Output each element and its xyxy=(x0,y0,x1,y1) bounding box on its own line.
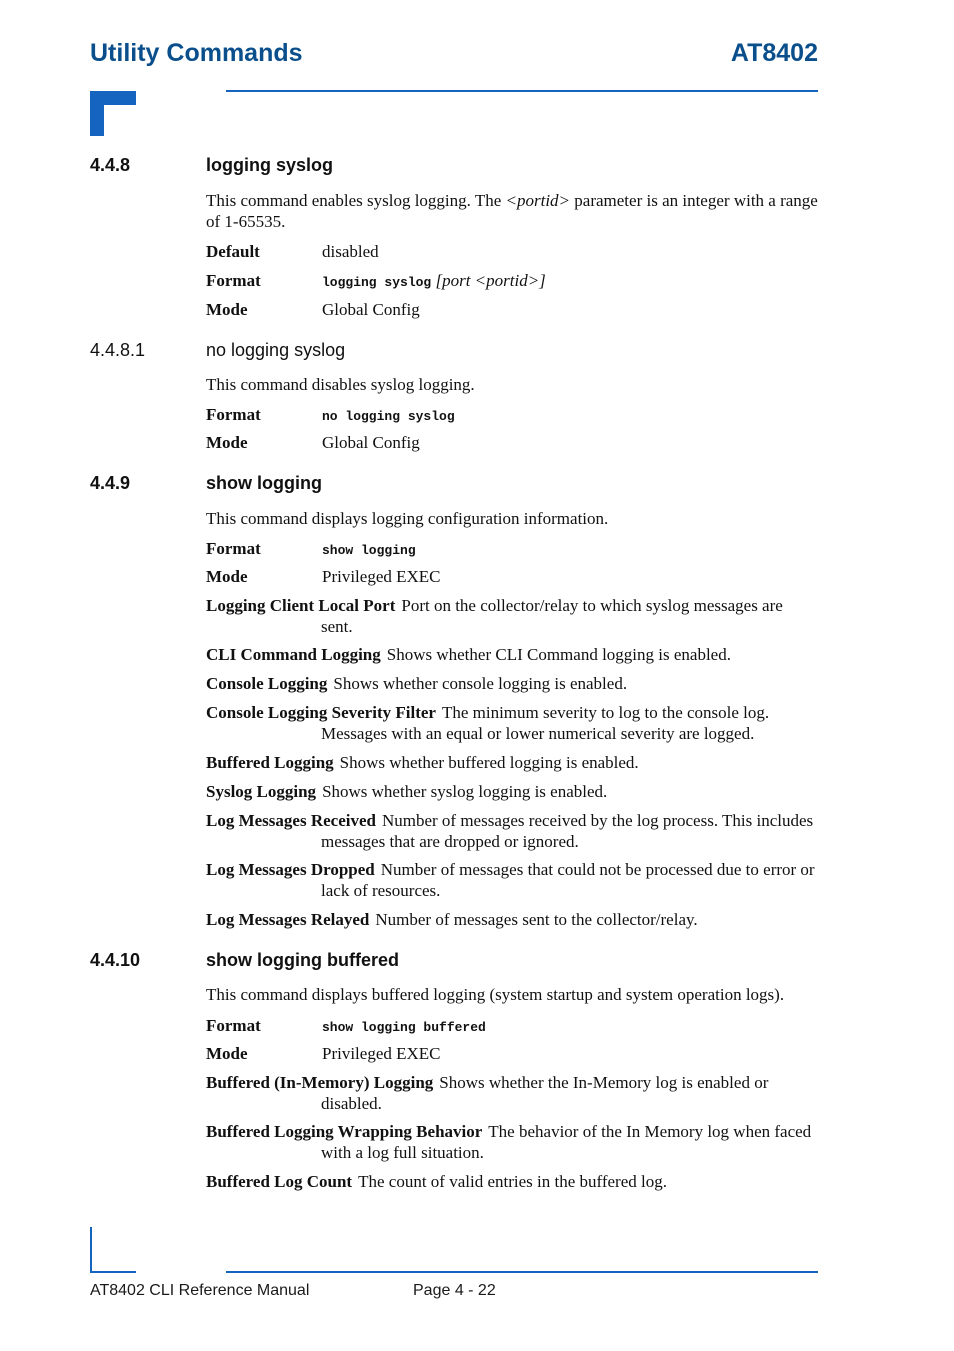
definition-term: Log Messages Received xyxy=(206,811,376,830)
description-text: parameter is an integer with a range of 1-65535. xyxy=(206,191,818,231)
description-text: This command enables syslog logging. The xyxy=(206,191,506,210)
definition-text: Number of messages sent to the collector/relay. xyxy=(375,910,698,929)
definition-term: Buffered Log Count xyxy=(206,1172,353,1191)
mode-value: Privileged EXEC xyxy=(322,567,441,586)
page-header-product: AT8402 xyxy=(730,39,818,67)
section-number: 4.4.9 xyxy=(90,473,131,493)
definition-item xyxy=(206,1171,818,1192)
definition-text: The minimum severity to log to the console log. Messages with an equal or lower numerical severity are logged. xyxy=(321,703,770,743)
definition-item xyxy=(206,859,818,901)
mode-row xyxy=(206,1043,818,1067)
page-header-title: Utility Commands xyxy=(90,39,303,67)
definition-text: Shows whether console logging is enabled. xyxy=(333,674,628,693)
corner-mark-bottom-horizontal xyxy=(90,1271,136,1273)
definition-text: Shows whether syslog logging is enabled. xyxy=(322,782,608,801)
format-value xyxy=(322,404,455,428)
format-label: Format xyxy=(206,271,261,290)
mode-row xyxy=(206,299,818,323)
corner-mark-bottom-vertical xyxy=(90,1227,92,1273)
section-title: logging syslog xyxy=(206,155,334,175)
mode-label: Mode xyxy=(206,300,248,319)
section-title: show logging xyxy=(206,473,322,493)
section-title: no logging syslog xyxy=(206,340,346,360)
definition-text: Port on the collector/relay to which syslog messages are sent. xyxy=(321,596,783,636)
definition-term: Buffered Logging Wrapping Behavior xyxy=(206,1122,483,1141)
definition-text: Number of messages received by the log process. This includes messages that are dropped or ignored. xyxy=(321,811,814,851)
definition-item xyxy=(206,752,818,773)
format-value xyxy=(322,538,416,562)
mode-row xyxy=(206,566,818,590)
section-heading-4-4-10 xyxy=(90,949,399,971)
format-row xyxy=(206,404,818,428)
definition-text: Number of messages that could not be processed due to error or lack of resources. xyxy=(321,860,815,900)
footer-manual-title: AT8402 CLI Reference Manual xyxy=(90,1282,310,1299)
footer-rule xyxy=(226,1271,818,1273)
definition-text: Shows whether the In-Memory log is enabled or disabled. xyxy=(321,1073,769,1113)
format-value xyxy=(322,270,546,294)
section-heading-4-4-8-1 xyxy=(90,339,345,361)
definition-item xyxy=(206,781,818,802)
format-command: show logging xyxy=(322,543,416,558)
format-command: show logging buffered xyxy=(322,1020,486,1035)
default-row xyxy=(206,241,818,265)
mode-label: Mode xyxy=(206,1044,248,1063)
format-row xyxy=(206,538,818,562)
definition-item xyxy=(206,1121,818,1163)
format-label: Format xyxy=(206,1016,261,1035)
definition-item xyxy=(206,673,818,694)
definition-term: CLI Command Logging xyxy=(206,645,381,664)
definition-text: Shows whether buffered logging is enabled. xyxy=(339,753,639,772)
mode-label: Mode xyxy=(206,433,248,452)
definition-text: The count of valid entries in the buffered log. xyxy=(358,1172,667,1191)
format-row xyxy=(206,1015,818,1039)
section-title: show logging buffered xyxy=(206,950,399,970)
section-description xyxy=(206,190,818,232)
format-command: no logging syslog xyxy=(322,409,455,424)
section-number: 4.4.8 xyxy=(90,155,131,175)
definition-text: Shows whether CLI Command logging is enabled. xyxy=(386,645,731,664)
format-command: logging syslog xyxy=(322,275,432,290)
definition-item xyxy=(206,1072,818,1114)
format-label: Format xyxy=(206,405,261,424)
definition-item xyxy=(206,644,818,665)
section-heading-4-4-8 xyxy=(90,154,333,176)
format-label: Format xyxy=(206,539,261,558)
definition-term: Log Messages Dropped xyxy=(206,860,375,879)
default-label: Default xyxy=(206,242,260,261)
definition-item xyxy=(206,595,818,637)
definition-term: Logging Client Local Port xyxy=(206,596,396,615)
definition-item xyxy=(206,909,818,930)
definition-term: Log Messages Relayed xyxy=(206,910,370,929)
format-row xyxy=(206,270,818,294)
mode-value: Global Config xyxy=(322,300,420,319)
mode-value: Global Config xyxy=(322,433,420,452)
definition-text: The behavior of the In Memory log when faced with a log full situation. xyxy=(321,1122,812,1162)
definition-term: Buffered Logging xyxy=(206,753,334,772)
footer-page-number: Page 4 - 22 xyxy=(413,1282,496,1299)
corner-mark-top-horizontal xyxy=(90,91,136,105)
definition-item xyxy=(206,702,818,744)
section-description: This command disables syslog logging. xyxy=(206,375,475,394)
mode-label: Mode xyxy=(206,567,248,586)
section-description: This command displays logging configuration information. xyxy=(206,509,609,528)
definition-item xyxy=(206,810,818,852)
format-value xyxy=(322,1015,486,1039)
section-heading-4-4-9 xyxy=(90,472,322,494)
section-number: 4.4.10 xyxy=(90,950,141,970)
definition-term: Console Logging xyxy=(206,674,328,693)
definition-term: Console Logging Severity Filter xyxy=(206,703,436,722)
section-description: This command displays buffered logging (system startup and system operation logs). xyxy=(206,985,785,1004)
description-param: <portid> xyxy=(505,191,571,210)
section-number: 4.4.8.1 xyxy=(90,340,146,360)
mode-row xyxy=(206,432,818,456)
header-rule xyxy=(226,90,818,92)
definition-term: Syslog Logging xyxy=(206,782,317,801)
definition-term: Buffered (In-Memory) Logging xyxy=(206,1073,434,1092)
mode-value: Privileged EXEC xyxy=(322,1044,441,1063)
default-value: disabled xyxy=(322,242,379,261)
format-arguments: [port <portid>] xyxy=(435,271,546,290)
